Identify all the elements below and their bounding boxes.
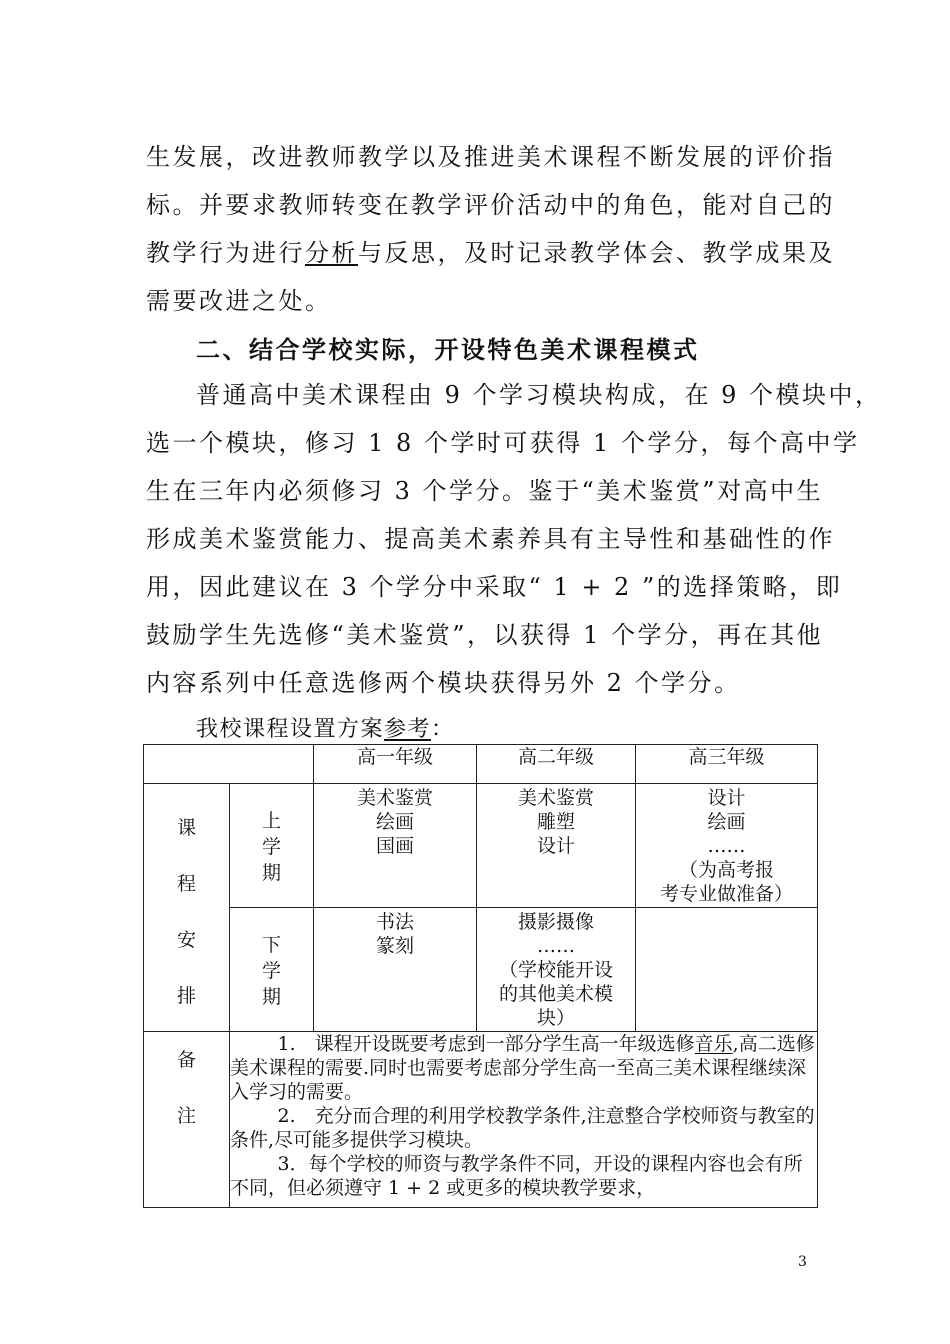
course-item: 考专业做准备） [659,883,793,905]
term2-label [230,908,314,1032]
note-text: ,高二选修美术课程的需要.同时也需要考虑部分学生高一至高三美术课程继续深入学习的需要。 [230,1033,815,1103]
course-item: 设计 [707,787,746,809]
course-plan-table [143,744,818,1208]
header-blank-cell [144,745,314,784]
header-grade-3: 高三年级 [636,745,818,784]
table-row-notes [144,1032,818,1208]
row-label-char: 程 [176,873,196,895]
paragraph-line: 内容系列中任意选修两个模块获得另外 2 个学分。 [146,669,741,697]
table-row-term2 [144,908,818,1032]
text-segment: 与反思，及时记录教学体会、教学成果及 [358,239,835,267]
notes-label-char: 备 [176,1049,196,1071]
course-item: …… [537,935,575,957]
course-item: 美术鉴赏 [517,787,594,809]
paragraph-line: 用，因此建议在 3 个学分中采取“ 1 + 2 ”的选择策略，即 [146,573,843,601]
term-label-char: 学 [261,960,281,982]
course-item: 绘画 [707,811,746,833]
note-text: 1. 课程开设既要考虑到一部分学生高一年级选修 [277,1033,695,1055]
note-1 [230,1032,817,1104]
notes-cell [230,1032,818,1208]
paragraph-line: 生发展，改进教师教学以及推进美术课程不断发展的评价指 [146,143,835,171]
table-caption [196,712,455,743]
notes-label [144,1032,230,1208]
underlined-term: 音 [694,1033,714,1055]
term-label-char: 下 [261,934,281,956]
row-label-char: 排 [176,985,196,1007]
paragraph-line: 选一个模块，修习 1 8 个学时可获得 1 个学分，每个高中学 [146,429,860,457]
term1-grade1-cell [314,784,477,908]
paragraph-line: 普通高中美术课程由 9 个学习模块构成，在 9 个模块中， [196,381,882,409]
notes-label-char: 注 [176,1105,196,1127]
paragraph-line: 需要改进之处。 [146,287,332,315]
note-2: 2. 充分而合理的利用学校教学条件,注意整合学校师资与教室的条件,尽可能多提供学习模块。 [230,1105,815,1151]
row-label-char: 安 [176,929,196,951]
underlined-term: 乐 [713,1033,733,1055]
paragraph-line [146,236,835,270]
course-item: 篆刻 [375,935,414,957]
table-header-row [144,745,818,784]
term2-grade2-cell [477,908,636,1032]
paragraph-line: 形成美术鉴赏能力、提高美术素养具有主导性和基础性的作 [146,525,835,553]
paragraph-line: 标。并要求教师转变在教学评价活动中的角色，能对自己的 [146,191,835,219]
course-item: 国画 [375,835,414,857]
header-grade-2: 高二年级 [477,745,636,784]
term-label-char: 期 [261,862,281,884]
paragraph-line: 生在三年内必须修习 3 个学分。鉴于“美术鉴赏”对高中生 [146,477,824,505]
term1-label [230,784,314,908]
term2-grade1-cell [314,908,477,1032]
paragraph-line: 鼓励学生先选修“美术鉴赏”，以获得 1 个学分，再在其他 [146,621,824,649]
term-label-char: 学 [261,836,281,858]
note-3: 3．每个学校的师资与教学条件不同，开设的课程内容也会有所不同，但必须遵守 1 + 2 或更多的模块教学要求， [230,1153,803,1199]
header-grade-1: 高一年级 [314,745,477,784]
course-item: （为高考报 [678,859,774,881]
course-item: （学校能开设 [498,959,613,981]
course-item: 美术鉴赏 [356,787,433,809]
course-item: 绘画 [375,811,414,833]
course-item: 的其他美术模 [498,983,613,1005]
row-label-char: 课 [176,817,196,839]
row-label-schedule [144,784,230,1032]
page-number: 3 [798,1254,807,1270]
caption-tail: ： [431,717,455,742]
course-item: 书法 [375,911,414,933]
underlined-term: 分析 [305,239,358,267]
course-item: 设计 [536,835,575,857]
course-item: 雕塑 [536,811,575,833]
term1-grade2-cell [477,784,636,908]
course-item: 块） [536,1007,575,1029]
caption-text: 我校课程设置方案 [196,717,385,742]
term-label-char: 上 [261,810,281,832]
caption-underlined: 参考 [384,717,432,742]
course-item: 摄影摄像 [517,911,594,933]
term-label-char: 期 [261,986,281,1008]
term1-grade3-cell [636,784,818,908]
term2-grade3-cell [636,908,818,1032]
text-segment: 教学行为进行 [146,239,305,267]
course-item: …… [707,835,746,857]
section-heading: 二、结合学校实际，开设特色美术课程模式 [196,335,700,364]
table-row-term1 [144,784,818,908]
